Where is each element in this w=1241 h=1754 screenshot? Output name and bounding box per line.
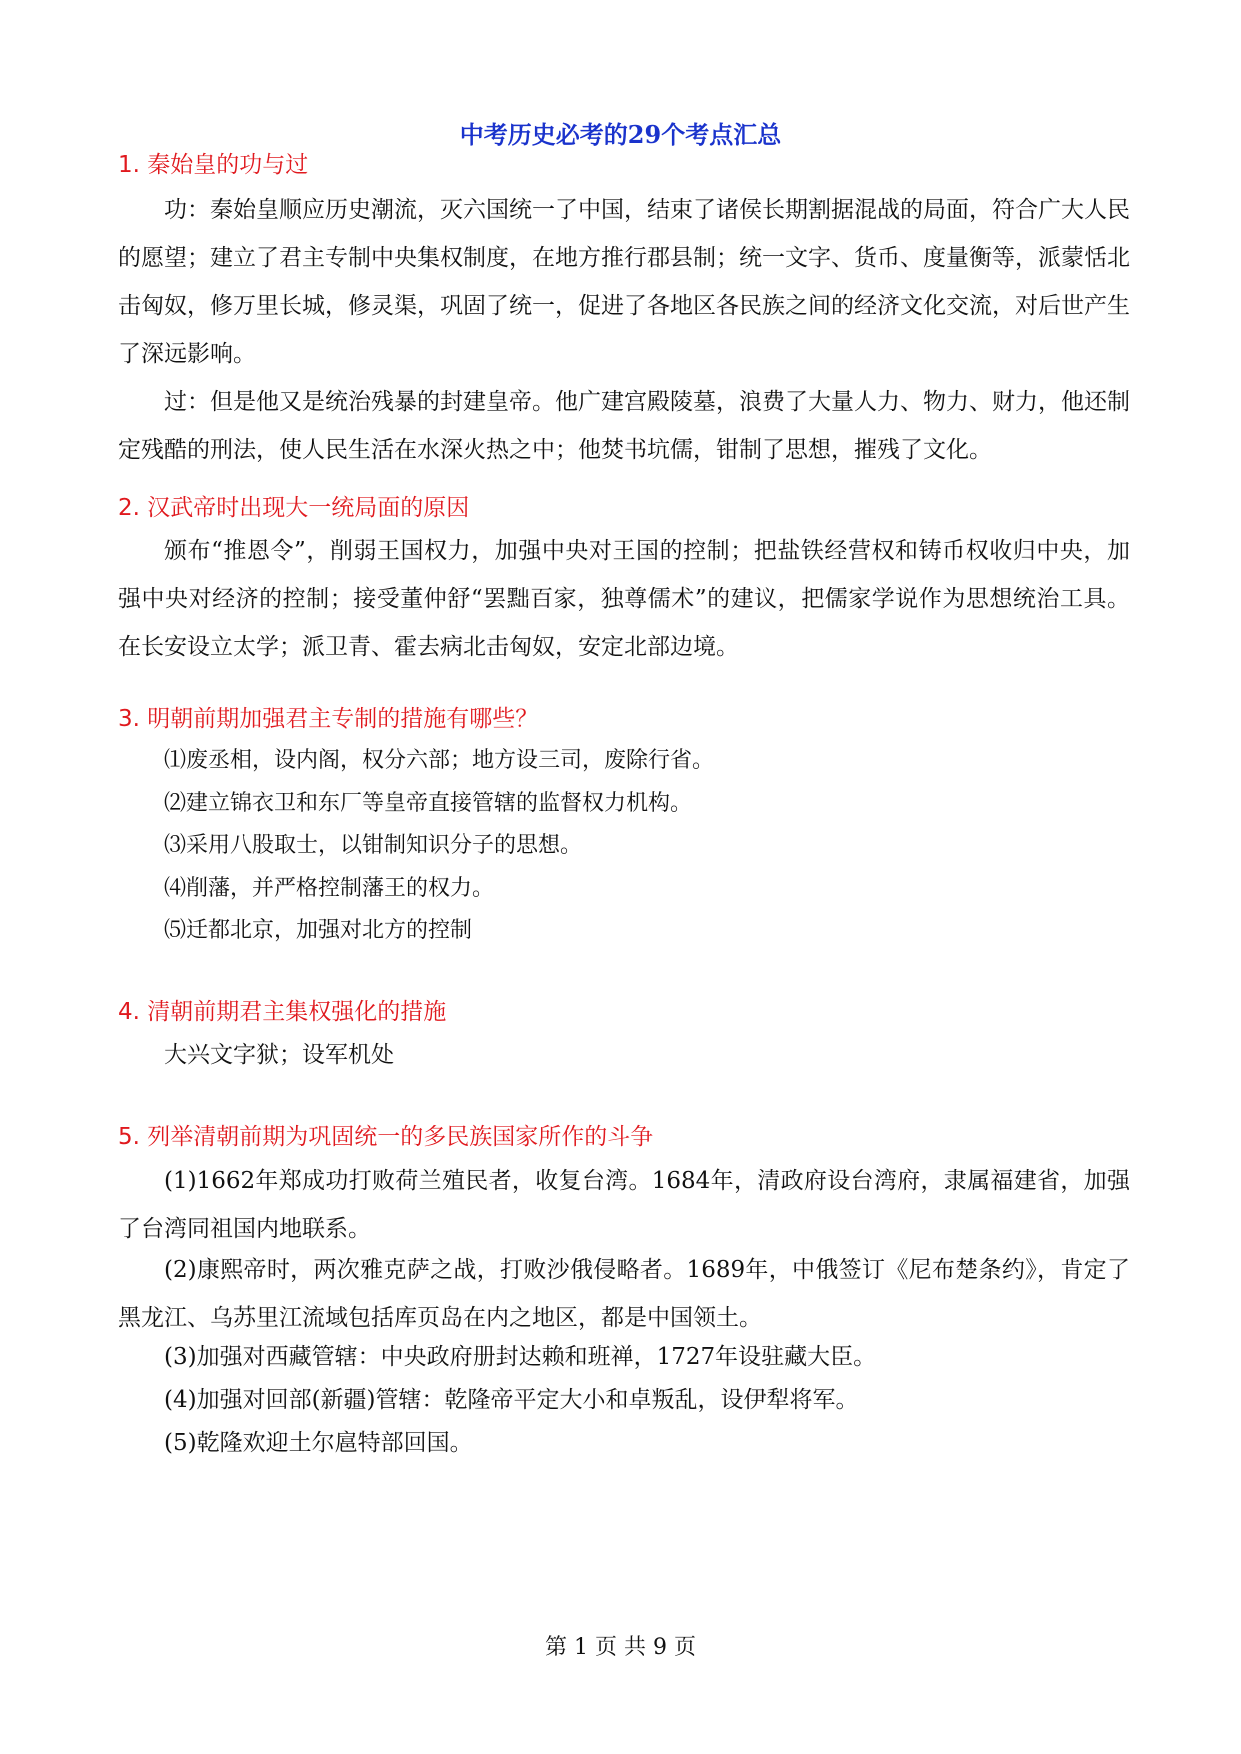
page-number-footer: 第 1 页 共 9 页 xyxy=(545,1635,696,1660)
section-3-item: ⑴废丞相，设内阁，权分六部；地方设三司，废除行省。 xyxy=(164,748,715,773)
section-5-paragraph: (4)加强对回部(新疆)管辖：乾隆帝平定大小和卓叛乱，设伊犁将军。 xyxy=(164,1387,859,1413)
section-heading-1: 1. 秦始皇的功与过 xyxy=(118,152,309,178)
section-5-paragraph: (2)康熙帝时，两次雅克萨之战，打败沙俄侵略者。1689年，中俄签订《尼布楚条约》，肯定了黑龙江、乌苏里江流域包括库页岛在内之地区，都是中国领土。 xyxy=(118,1257,1130,1331)
section-3-item: ⑶采用八股取士，以钳制知识分子的思想。 xyxy=(164,833,583,858)
section-3-item: ⑵建立锦衣卫和东厂等皇帝直接管辖的监督权力机构。 xyxy=(164,791,693,816)
section-4-text: 大兴文字狱；设军机处 xyxy=(164,1042,394,1068)
section-3-item: ⑸迁都北京，加强对北方的控制 xyxy=(164,918,473,943)
section-1-paragraph-merits: 功：秦始皇顺应历史潮流，灭六国统一了中国，结束了诸侯长期割据混战的局面，符合广大人民的愿望；建立了君主专制中央集权制度，在地方推行郡县制；统一文字、货币、度量衡等，派蒙恬北击匈奴，修万里长城，修灵渠，巩固了统一，促进了各地区各民族之间的经济文化交流，对后世产生了深远影响。 xyxy=(118,197,1130,367)
section-2-paragraph: 颁布“推恩令”，削弱王国权力，加强中央对王国的控制；把盐铁经营权和铸币权收归中央，加强中央对经济的控制；接受董仲舒“罢黜百家，独尊儒术”的建议，把儒家学说作为思想统治工具。在长安设立太学；派卫青、霍去病北击匈奴，安定北部边境。 xyxy=(118,538,1130,660)
section-5-paragraph: (1)1662年郑成功打败荷兰殖民者，收复台湾。1684年，清政府设台湾府，隶属福建省，加强了台湾同祖国内地联系。 xyxy=(118,1168,1130,1242)
section-5-paragraph: (5)乾隆欢迎土尔扈特部回国。 xyxy=(164,1430,473,1456)
document-title: 中考历史必考的29个考点汇总 xyxy=(459,120,782,149)
section-3-item: ⑷削藩，并严格控制藩王的权力。 xyxy=(164,876,495,901)
section-heading-5: 5. 列举清朝前期为巩固统一的多民族国家所作的斗争 xyxy=(118,1124,654,1150)
section-heading-4: 4. 清朝前期君主集权强化的措施 xyxy=(118,999,447,1025)
section-1-paragraph-faults: 过：但是他又是统治残暴的封建皇帝。他广建宫殿陵墓，浪费了大量人力、物力、财力，他还制定残酷的刑法，使人民生活在水深火热之中；他焚书坑儒，钳制了思想，摧残了文化。 xyxy=(118,389,1130,463)
section-heading-3: 3. 明朝前期加强君主专制的措施有哪些？ xyxy=(118,706,539,732)
section-5-paragraph: (3)加强对西藏管辖：中央政府册封达赖和班禅，1727年设驻藏大臣。 xyxy=(164,1344,877,1370)
section-heading-2: 2. 汉武帝时出现大一统局面的原因 xyxy=(118,495,470,521)
